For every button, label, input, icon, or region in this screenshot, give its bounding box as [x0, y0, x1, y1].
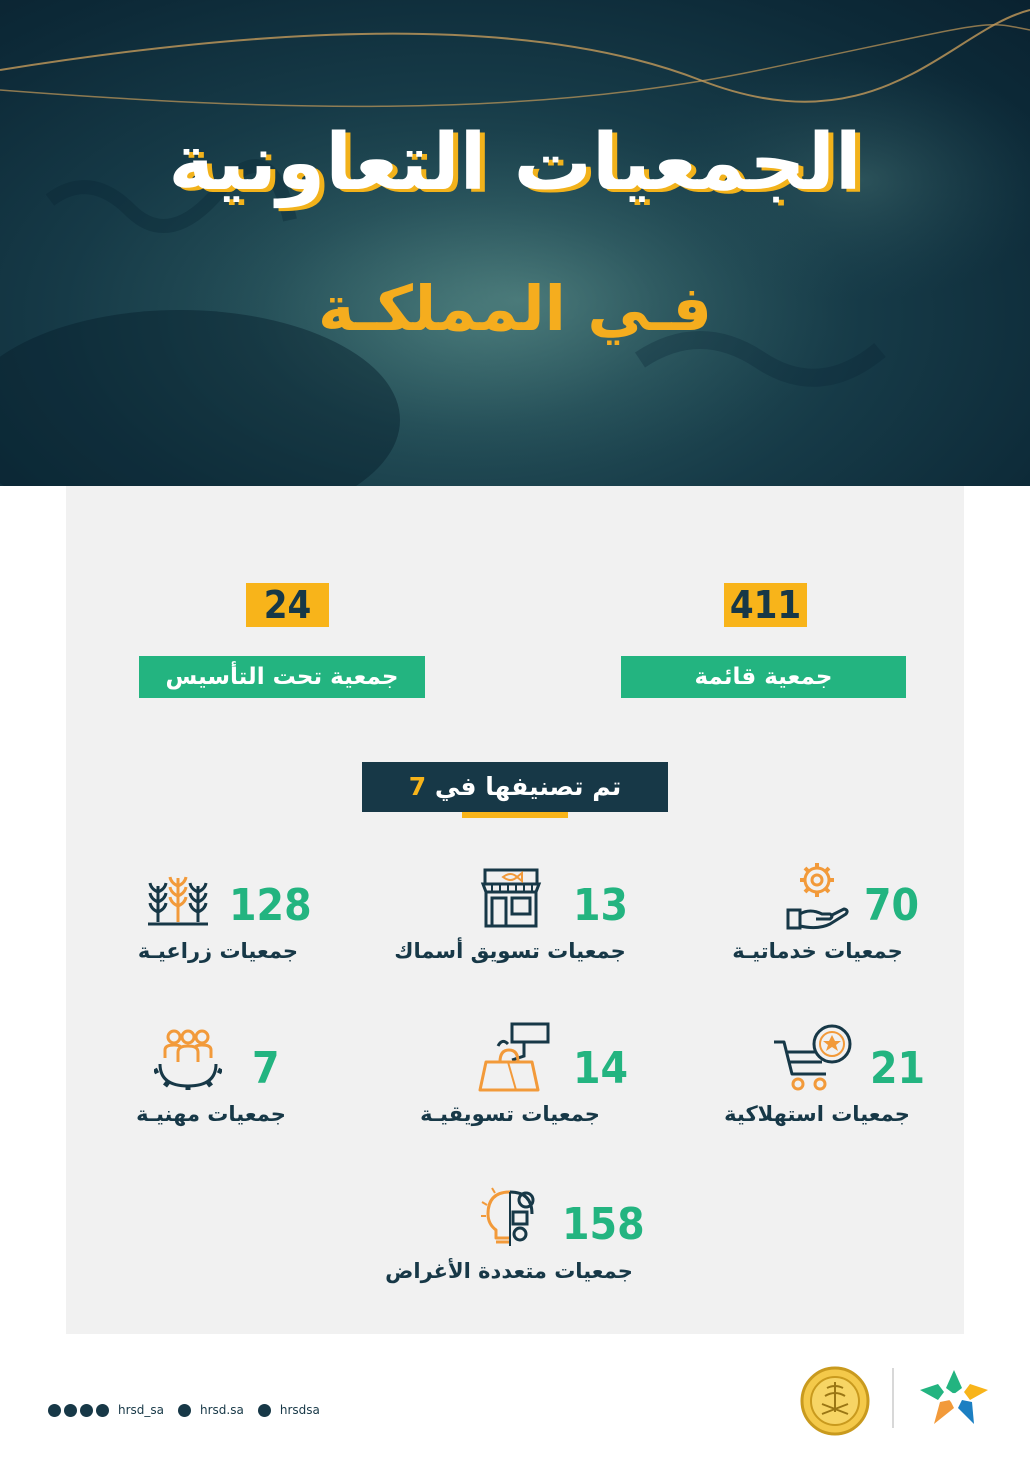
facebook-icon[interactable]	[80, 1404, 93, 1417]
terrain-background	[0, 0, 1030, 486]
stat-label: جمعيات تسويق أسماك	[394, 939, 626, 963]
ministry-logo-icon	[916, 1366, 992, 1430]
founding-label: جمعية تحت التأسيس	[139, 656, 425, 698]
people-gear-icon	[154, 1028, 222, 1090]
snapchat-icon[interactable]	[64, 1404, 77, 1417]
bulb-gear-icon	[480, 1186, 542, 1248]
stat-label: جمعيات استهلاكية	[724, 1102, 910, 1126]
active-count: 411	[724, 583, 807, 627]
hand-gear-icon	[784, 860, 850, 932]
fish-shop-icon	[480, 866, 542, 930]
stat-number: 70	[864, 880, 920, 931]
stat-number: 7	[252, 1043, 280, 1094]
wheat-icon	[146, 872, 210, 930]
classification-banner	[362, 762, 668, 812]
stat-label: جمعيات زراعيـة	[137, 939, 299, 963]
social-handle[interactable]: hrsd_sa	[118, 1403, 165, 1417]
stat-label: جمعيات مهنيـة	[136, 1102, 286, 1126]
stat-label: جمعيات خدماتيـة	[732, 939, 903, 963]
hero-subtitle: فـي المملكـة	[318, 272, 712, 345]
social-bar	[48, 1400, 334, 1420]
stat-number: 14	[573, 1043, 629, 1094]
hero-banner	[0, 0, 1030, 486]
stat-number: 158	[562, 1199, 645, 1250]
footer-divider	[892, 1368, 894, 1428]
stat-number: 128	[229, 880, 312, 931]
youtube-handle[interactable]: hrsdsa	[279, 1403, 320, 1417]
founding-count: 24	[246, 583, 329, 627]
tiktok-icon[interactable]	[178, 1404, 191, 1417]
instagram-icon[interactable]	[96, 1404, 109, 1417]
classification-text: تم تصنيفها في	[434, 772, 622, 801]
twitter-icon[interactable]	[48, 1404, 61, 1417]
hero-title: الجمعيات التعاونية	[168, 118, 862, 208]
stat-number: 13	[573, 880, 629, 931]
youtube-icon[interactable]	[258, 1404, 271, 1417]
tiktok-handle[interactable]: hrsd.sa	[200, 1403, 244, 1417]
classification-underline	[462, 812, 568, 818]
stat-number: 21	[870, 1043, 926, 1094]
shopping-cart-icon	[772, 1022, 856, 1092]
stat-label: جمعيات تسويقيـة	[420, 1102, 600, 1126]
stat-label: جمعيات متعددة الأغراض	[385, 1259, 633, 1283]
seal-logo-icon	[800, 1366, 870, 1436]
shopping-bag-icon	[478, 1022, 552, 1092]
active-label: جمعية قائمة	[621, 656, 906, 698]
classification-count: 7	[408, 772, 427, 801]
